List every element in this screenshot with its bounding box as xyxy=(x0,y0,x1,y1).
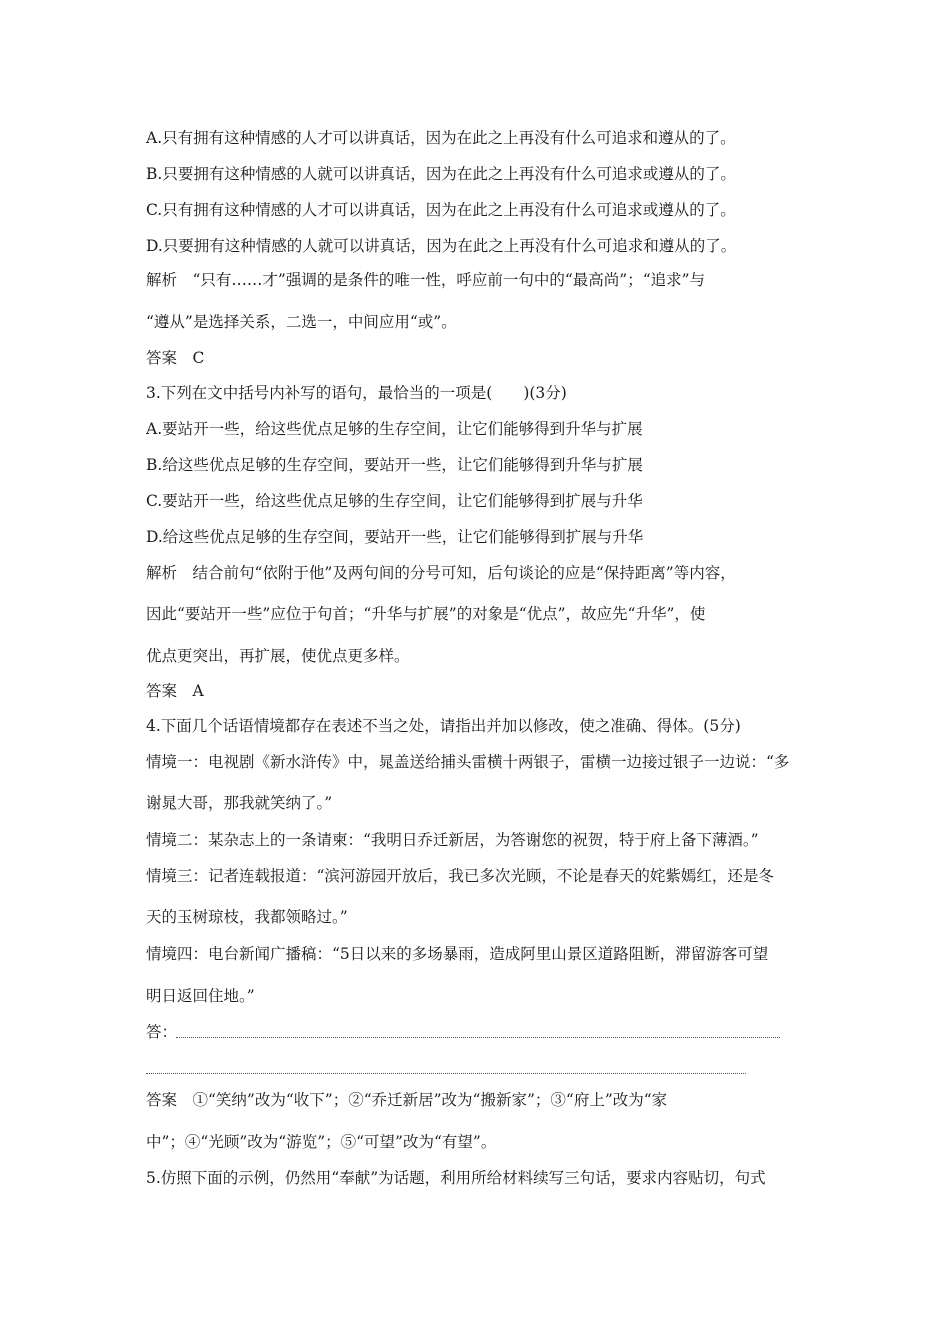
q3-option-c: C.要站开一些，给这些优点足够的生存空间，让它们能够得到扩展与升华 xyxy=(146,492,643,510)
q3-analysis-line-1: 解析 结合前句“依附于他”及两句间的分号可知，后句谈论的应是“保持距离”等内容， xyxy=(146,564,736,582)
q3-option-d: D.给这些优点足够的生存空间，要站开一些，让它们能够得到扩展与升华 xyxy=(146,528,644,546)
q3-option-b: B.给这些优点足够的生存空间，要站开一些，让它们能够得到升华与扩展 xyxy=(146,456,643,474)
q4-scene-3-line-1: 情境三：记者连载报道：“滨河游园开放后，我已多次光顾，不论是春天的姹紫嫣红，还是冬 xyxy=(146,867,774,885)
q4-answer-line-1: 答案 ①“笑纳”改为“收下”；②“乔迁新居”改为“搬新家”；③“府上”改为“家 xyxy=(146,1091,668,1109)
q4-stem: 4.下面几个话语情境都存在表述不当之处，请指出并加以修改，使之准确、得体。(5分) xyxy=(146,717,741,735)
q3-option-a: A.要站开一些，给这些优点足够的生存空间，让它们能够得到升华与扩展 xyxy=(146,420,643,438)
q3-analysis-line-3: 优点更突出，再扩展，使优点更多样。 xyxy=(146,647,410,665)
q2-answer: 答案 C xyxy=(146,349,205,367)
q4-scene-2: 情境二：某杂志上的一条请柬：“我明日乔迁新居，为答谢您的祝贺，特于府上备下薄酒。” xyxy=(146,831,759,849)
q2-option-d: D.只要拥有这种情感的人就可以讲真话，因为在此之上再没有什么可追求和遵从的了。 xyxy=(146,237,737,255)
q4-scene-1-line-2: 谢晁大哥，那我就笑纳了。” xyxy=(146,794,333,812)
q2-option-a: A.只有拥有这种情感的人才可以讲真话，因为在此之上再没有什么可追求和遵从的了。 xyxy=(146,129,736,147)
q2-analysis-line-1: 解析 “只有……才”强调的是条件的唯一性，呼应前一句中的“最高尚”；“追求”与 xyxy=(146,271,706,289)
q2-analysis-line-2: “遵从”是选择关系，二选一，中间应用“或”。 xyxy=(146,313,457,331)
q5-stem: 5.仿照下面的示例，仍然用“奉献”为话题，利用所给材料续写三句话，要求内容贴切，句式 xyxy=(146,1169,766,1187)
q4-answer-line-2: 中”；④“光顾”改为“游览”；⑤“可望”改为“有望”。 xyxy=(146,1133,497,1151)
q4-scene-4-line-1: 情境四：电台新闻广播稿：“5日以来的多场暴雨，造成阿里山景区道路阻断，滞留游客可望 xyxy=(146,945,769,963)
q3-answer: 答案 A xyxy=(146,682,204,700)
q4-answer-label: 答： xyxy=(146,1023,178,1041)
q4-scene-1-line-1: 情境一：电视剧《新水浒传》中，晁盖送给捕头雷横十两银子，雷横一边接过银子一边说：“多 xyxy=(146,753,790,771)
q3-stem: 3.下列在文中括号内补写的语句，最恰当的一项是( )(3分) xyxy=(146,384,567,402)
q4-scene-4-line-2: 明日返回住地。” xyxy=(146,987,255,1005)
q4-scene-3-line-2: 天的玉树琼枝，我都领略过。” xyxy=(146,908,348,926)
q3-analysis-line-2: 因此“要站开一些”应位于句首；“升华与扩展”的对象是“优点”，故应先“升华”，使 xyxy=(146,605,706,623)
q2-option-b: B.只要拥有这种情感的人就可以讲真话，因为在此之上再没有什么可追求或遵从的了。 xyxy=(146,165,736,183)
answer-line-2[interactable] xyxy=(146,1073,746,1074)
answer-line-1[interactable] xyxy=(176,1037,780,1038)
q2-option-c: C.只有拥有这种情感的人才可以讲真话，因为在此之上再没有什么可追求或遵从的了。 xyxy=(146,201,736,219)
